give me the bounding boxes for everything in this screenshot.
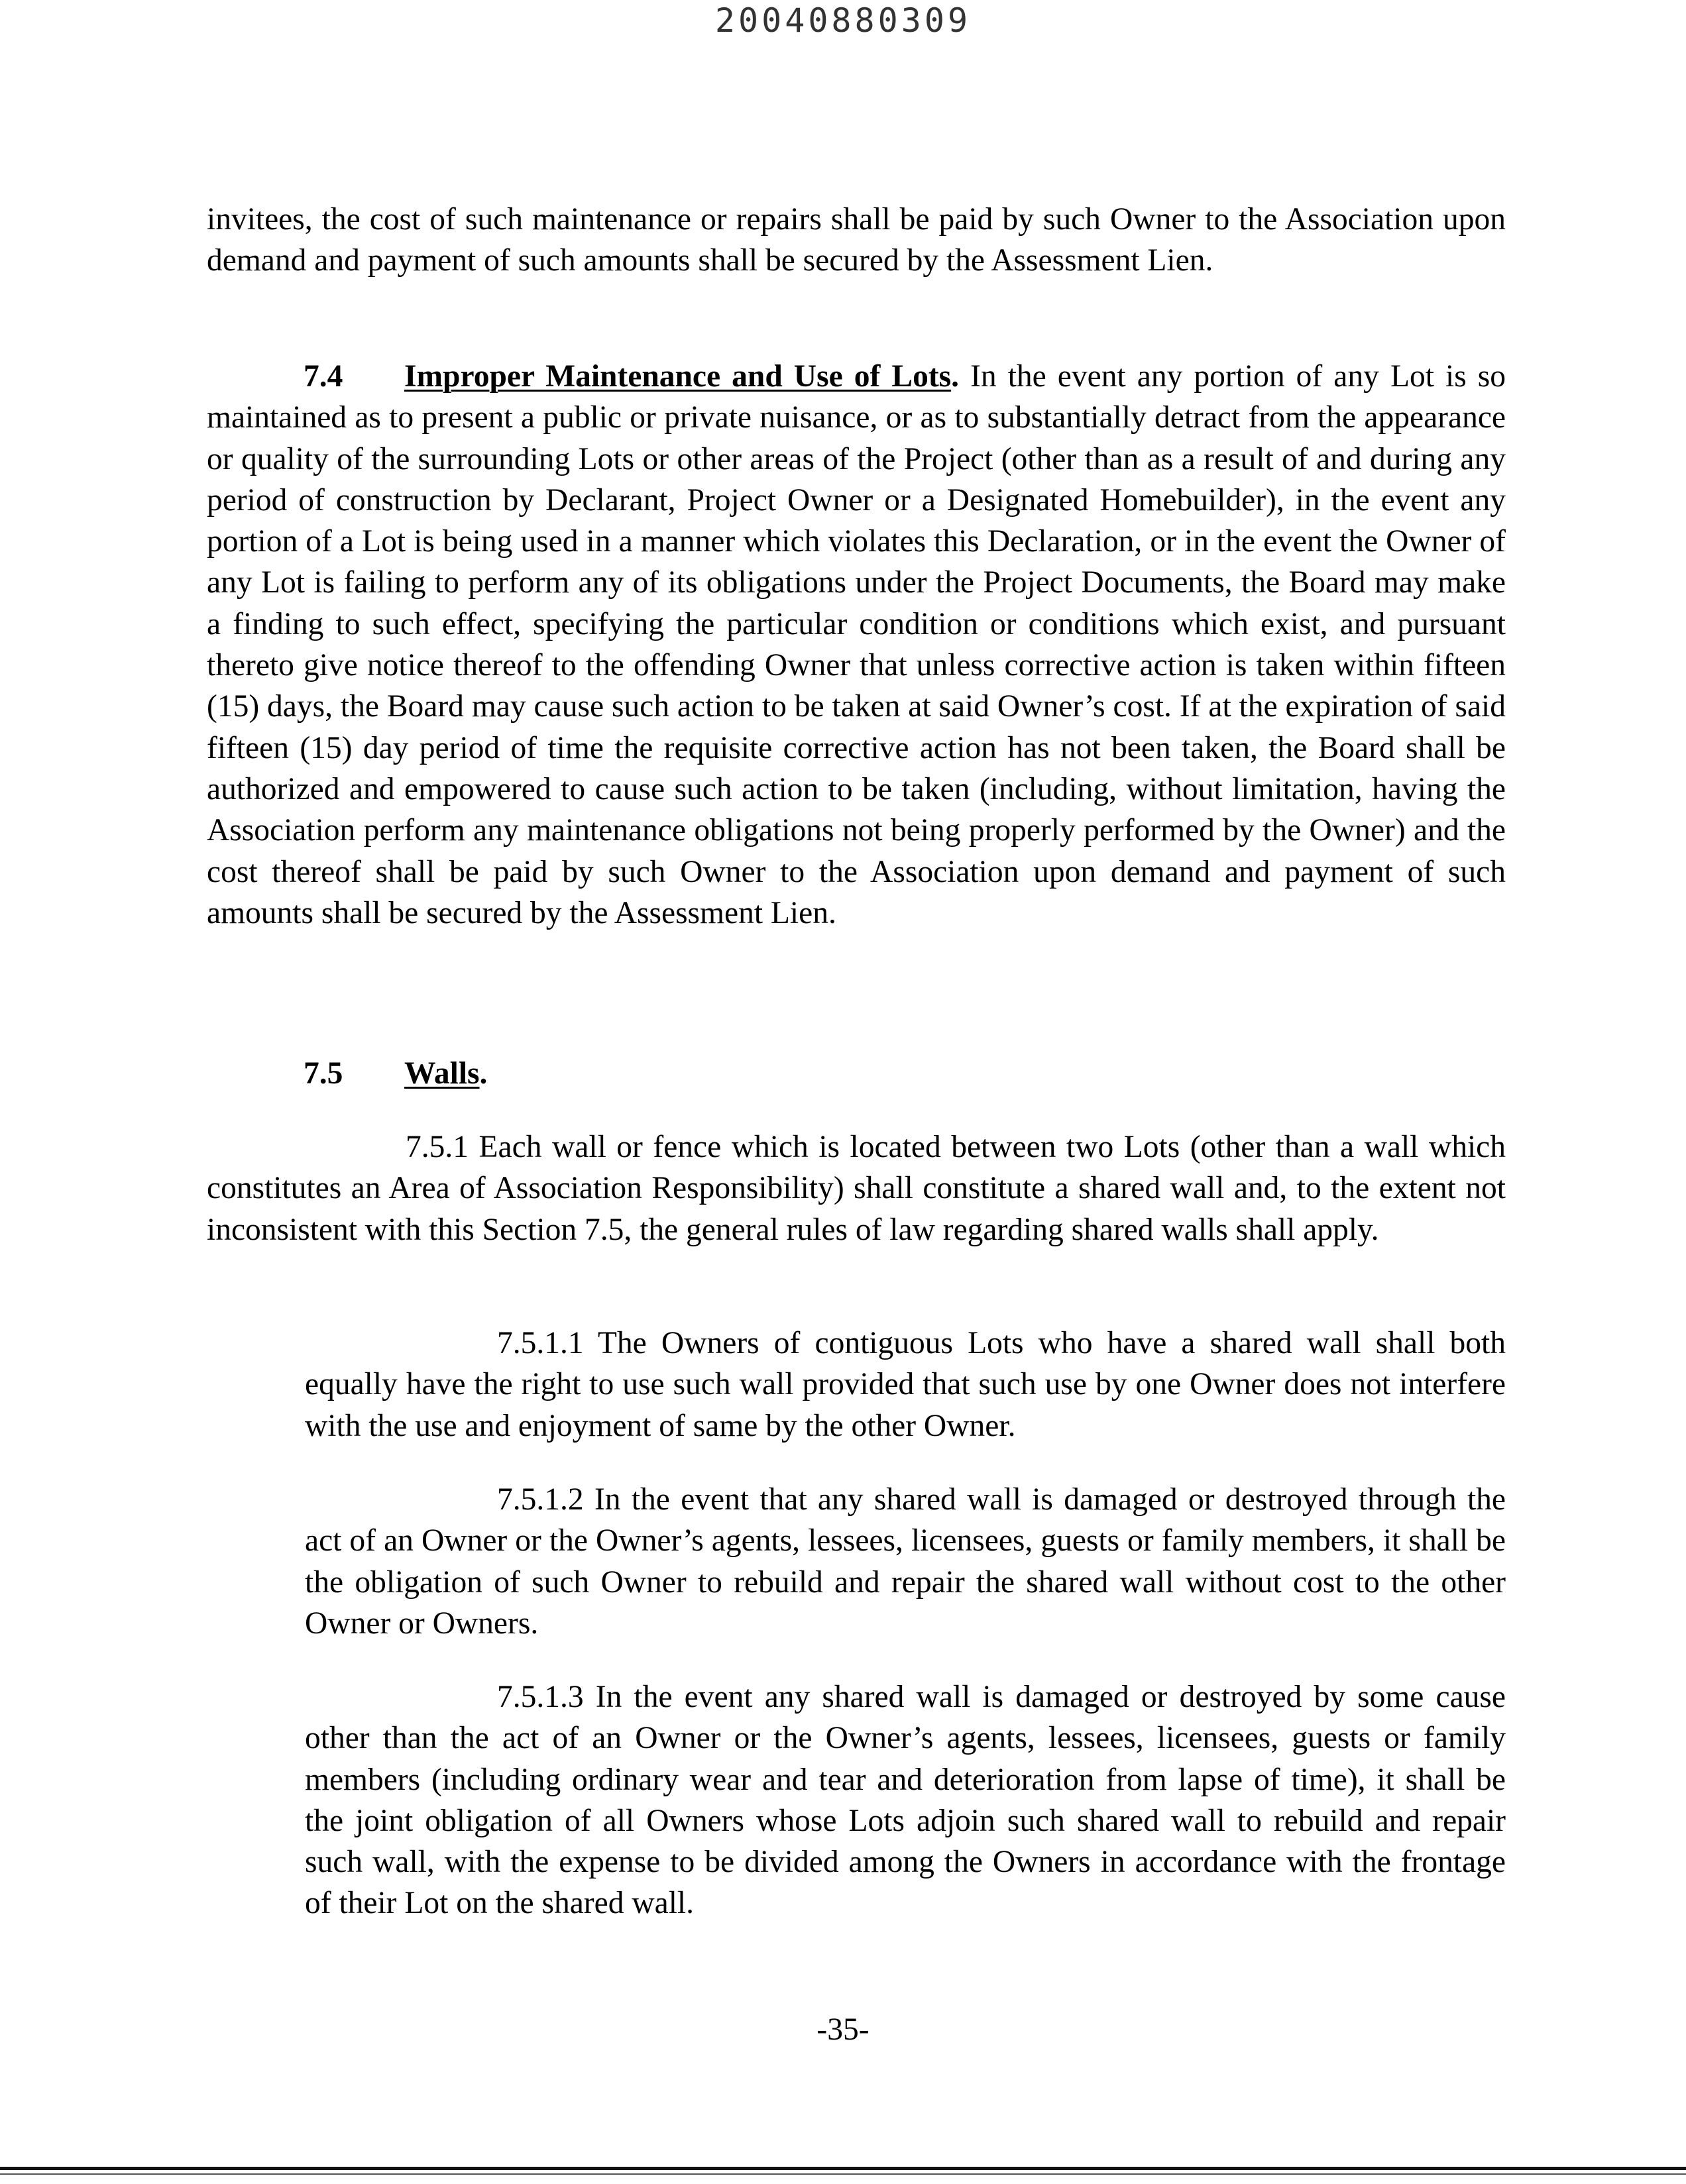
section-7-5-heading xyxy=(207,1053,487,1094)
section-7-5-1-1-paragraph: 7.5.1.1 The Owners of contiguous Lots who have a shared wall shall both equally have the right to use such wall provided that such use by one Owner does not interfere with the use and enjoyment of same by the other Owner. xyxy=(305,1326,1506,1443)
footer-rule xyxy=(0,2167,1686,2170)
section-7-5-1-2-paragraph: 7.5.1.2 In the event that any shared wall is damaged or destroyed through the act of an Owner or the Owner’s agents, lessees, licensees, guests or family members, it shall be the obligation of such Owner to rebuild and repair the shared wall without cost to the other Owner or Owners. xyxy=(305,1482,1506,1641)
footer-rule-thin xyxy=(0,2173,1686,2175)
page-number: -35- xyxy=(816,2012,870,2047)
section-7-5-title-period: . xyxy=(479,1056,488,1091)
section-7-4-paragraph xyxy=(207,356,1506,934)
section-7-5-1-paragraph: 7.5.1 Each wall or fence which is located between two Lots (other than a wall which constitutes an Area of Association Responsibility) shall constitute a shared wall and, to the extent not inconsistent with this Section 7.5, the general rules of law regarding shared walls shall apply. xyxy=(207,1130,1506,1247)
section-7-4-title-period: . xyxy=(951,359,959,394)
section-7-5-title: Walls xyxy=(404,1056,480,1091)
document-number: 20040880309 xyxy=(714,1,972,40)
section-7-4-number: 7.4 xyxy=(304,359,343,394)
section-7-5-1-3-paragraph: 7.5.1.3 In the event any shared wall is damaged or destroyed by some cause other than the act of an Owner or the Owner’s agents, lessees, licensees, guests or family members (including ordinary wear and tear and deterioration from lapse of time), it shall be the joint obligation of all Owners whose Lots adjoin such shared wall to rebuild and repair such wall, with the expense to be divided among the Owners in accordance with the frontage of their Lot on the shared wall. xyxy=(305,1680,1506,1921)
section-7-4-title: Improper Maintenance and Use of Lots xyxy=(404,359,952,394)
section-7-4-body: In the event any portion of any Lot is so maintained as to present a public or private nuisance, or as to substantially detract from the appearance or quality of the surrounding Lots or other areas of the Project (other than as a result of and during any period of construction by Declarant, Project Owner or a Designated Homebuilder), in the event any portion of a Lot is being used in a manner which violates this Declaration, or in the event the Owner of any Lot is failing to perform any of its obligations under the Project Documents, the Board may make a finding to such effect, specifying the particular condition or conditions which exist, and pursuant thereto give notice thereof to the offending Owner that unless corrective action is taken within fifteen (15) days, the Board may cause such action to be taken at said Owner’s cost. If at the expiration of said fifteen (15) day period of time the requisite corrective action has not been taken, the Board shall be authorized and empowered to cause such action to be taken (including, without limitation, having the Association perform any maintenance obligations not being properly performed by the Owner) and the cost thereof shall be paid by such Owner to the Association upon demand and payment of such amounts shall be secured by the Assessment Lien. xyxy=(207,359,1506,930)
section-7-5-number: 7.5 xyxy=(304,1056,343,1091)
continuation-paragraph: invitees, the cost of such maintenance or repairs shall be paid by such Owner to the Association upon demand and payment of such amounts shall be secured by the Assessment Lien. xyxy=(207,202,1506,278)
